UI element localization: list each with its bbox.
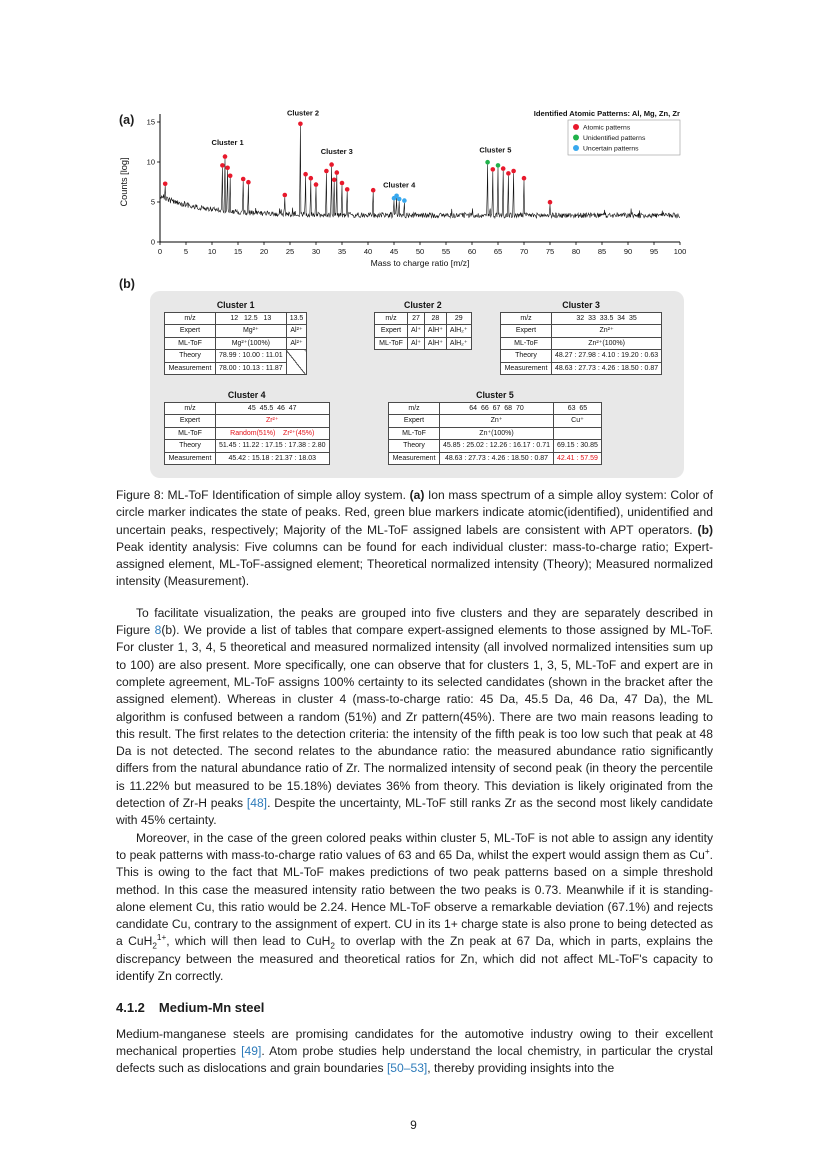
table-cell: 12 12.5 13 — [216, 313, 287, 325]
table-cell: 78.00 : 10.13 : 11.87 — [216, 362, 287, 374]
cluster1-table — [164, 300, 307, 375]
section-heading — [116, 999, 713, 1016]
table-row — [165, 427, 330, 439]
cluster-table-grid — [164, 312, 307, 375]
cluster3-table — [500, 300, 662, 375]
cluster-table-grid — [374, 312, 472, 350]
cluster-table-title: Cluster 4 — [227, 390, 266, 400]
x-tick-label: 55 — [441, 247, 451, 256]
row-label: Measurement — [165, 362, 216, 374]
red-peak-marker-icon — [246, 180, 251, 185]
y-tick-label: 5 — [150, 197, 155, 207]
row-label: Measurement — [389, 452, 440, 464]
table-cell: 28 — [424, 313, 446, 325]
red-peak-marker-icon — [506, 171, 511, 176]
row-label: Expert — [165, 325, 216, 337]
cluster-table-title: Cluster 2 — [403, 300, 442, 310]
table-row — [165, 403, 330, 415]
table-cell: 48.63 : 27.73 : 4.26 : 18.50 : 0.87 — [552, 362, 662, 374]
text-segment: (b) — [697, 522, 713, 537]
cluster-label: Cluster 1 — [211, 138, 244, 148]
x-tick-label: 20 — [259, 247, 269, 256]
table-cell: 45.85 : 25.02 : 12.26 : 16.17 : 0.71 — [440, 440, 554, 452]
text-segment: Medium-manganese steels are promising candidates for the automotive industry owing to their excellent mechanical properties — [116, 1026, 713, 1058]
row-label: Measurement — [501, 362, 552, 374]
x-tick-label: 100 — [673, 247, 686, 256]
row-label: Expert — [389, 415, 440, 427]
text-segment: (a) — [409, 488, 425, 502]
red-peak-marker-icon — [225, 166, 230, 171]
red-peak-marker-icon — [298, 122, 303, 127]
table-cell: 32 33 33.5 34 35 — [552, 313, 662, 325]
red-peak-marker-icon — [548, 200, 553, 205]
legend-entry-label: Atomic patterns — [583, 124, 631, 132]
mass-spectrum-figure — [116, 106, 686, 278]
table-cell: 29 — [446, 313, 471, 325]
red-peak-marker-icon — [309, 176, 314, 181]
text-segment: . Despite the uncertainty, ML-ToF still ranks Zr as the second most likely candidate with 45% certainty. — [116, 796, 713, 828]
citation-link[interactable]: [50–53] — [386, 1061, 428, 1076]
table-cell: 78.99 : 10.00 : 11.01 — [216, 350, 287, 362]
red-peak-marker-icon — [228, 174, 233, 179]
cluster-table-title: Cluster 3 — [562, 300, 600, 310]
table-row — [375, 337, 472, 349]
section-number: 4.1.2 — [116, 1000, 145, 1016]
x-tick-label: 75 — [545, 247, 555, 256]
text-segment: . This is owing to the fact that ML-ToF makes predictions of two peak patterns based on a simple threshold method. In this case the measured intensity ratio between the two peaks is 0.73. Meanwhile if it is standing-alone element Cu, this ratio would be 2.24. Hence ML-ToF observe a remarkable deviation (67.1%) and rejects candidate Cu, contrary to the assignment of expert. CU in its 1+ charge state is also prone to being detected as a CuH — [116, 847, 713, 949]
table-row — [165, 362, 307, 374]
red-peak-marker-icon — [340, 181, 345, 186]
legend-dot-icon — [573, 124, 579, 130]
row-label: Expert — [165, 415, 216, 427]
row-label: Theory — [389, 440, 440, 452]
text-segment: Ion mass spectrum of a simple alloy system: Color of circle marker indicates the state of peaks. Red, green blue markers indicate atomic(identified), unidentified and uncertain peaks, respectively; Majority of the ML-ToF assigned labels are consistent with APT operators. — [116, 488, 714, 537]
red-peak-marker-icon — [163, 182, 168, 187]
table-cell: 63 65 — [554, 403, 602, 415]
table-cell: Al⁺ — [408, 337, 425, 349]
green-peak-marker-icon — [485, 160, 490, 165]
table-cell — [554, 427, 602, 439]
text-segment: Figure 8: ML-ToF Identification of simple alloy system. — [116, 488, 410, 502]
x-tick-label: 10 — [207, 247, 217, 256]
red-peak-marker-icon — [303, 172, 308, 177]
text-segment: (b). We provide a list of tables that compare expert-assigned elements to those assigned by ML-ToF. For cluster 1, 3, 4, 5 theoretical and measured normalized intensity (all involved normalized intensities sum up to 100) are also present. More specifically, one can observe that for clusters 1, 3, 5, ML-ToF and expert are in complete agreement, ML-ToF assigns 100% certainty to its selected candidates (shown in the bracket after the assigned element). Whereas in cluster 4 (mass-to-charge ratio: 45 Da, 45.5 Da, 46 Da, 47 Da), the ML algorithm is confused between a random (51%) and Zr pattern(45%). There are two main reasons leading to this result. The first relates to the detection criteria: the intensity of the fifth peak is too low such that peak at 48 Da is not detected. The second relates to the abundance ratio: the measured abundance ratio significantly differs from the natural abundance ratio of Zr. The normalized intensity of second peak (in theory the percentile is 11.22% but measured to be 15.18%) deviates 36% from theory. This deviation is likely originated from the detection of Zr-H peaks — [116, 623, 713, 811]
row-label: Expert — [501, 325, 552, 337]
row-label: Theory — [165, 350, 216, 362]
table-row — [165, 313, 307, 325]
text-segment: 2 — [152, 941, 157, 951]
y-axis-label: Counts [log] — [119, 157, 129, 207]
x-tick-label: 60 — [467, 247, 477, 256]
table-cell: 64 66 67 68 70 — [440, 403, 554, 415]
cluster-label: Cluster 4 — [383, 180, 416, 190]
text-segment: , thereby providing insights into the — [427, 1061, 615, 1076]
figure-caption — [116, 487, 713, 591]
table-row — [501, 325, 662, 337]
text-segment: to overlap with the Zn peak at 67 Da, which in parts, explains the discrepancy between the measured and theoretical ratios for Zn, which did not affect ML-ToF's capacity to identify Zn correctly. — [116, 934, 713, 984]
table-cell: Al²⁺ — [286, 325, 307, 337]
x-tick-label: 95 — [649, 247, 659, 256]
x-tick-label: 90 — [623, 247, 633, 256]
table-cell: 69.15 : 30.85 — [554, 440, 602, 452]
cluster-table-grid — [500, 312, 662, 375]
citation-link[interactable]: [49] — [241, 1043, 262, 1058]
panel-b-label: (b) — [119, 277, 135, 291]
citation-link[interactable]: [48] — [246, 796, 268, 811]
x-tick-label: 40 — [363, 247, 373, 256]
cluster-table-grid — [164, 402, 330, 465]
red-peak-marker-icon — [324, 169, 329, 174]
table-cell: Random(51%) Zr²⁺(45%) — [216, 427, 330, 439]
text-segment: Moreover, in the case of the green colored peaks within cluster 5, ML-ToF is not able to assign any identity to peak patterns with mass-to-charge ratio values of 63 and 65 Da, whilst the expert would assign them as Cu — [116, 830, 713, 862]
table-cell: 45 45.5 46 47 — [216, 403, 330, 415]
row-label: Theory — [165, 440, 216, 452]
x-tick-label: 5 — [183, 247, 189, 256]
text-column — [116, 487, 713, 1078]
row-label: m/z — [165, 403, 216, 415]
x-tick-label: 80 — [571, 247, 581, 256]
x-tick-label: 65 — [493, 247, 503, 256]
table-cell: Mg²⁺(100%) — [216, 337, 287, 349]
cluster-table-title: Cluster 5 — [476, 390, 514, 400]
legend-title: Identified Atomic Patterns: Al, Mg, Zn, Zr — [533, 109, 680, 118]
table-cell: 27 — [408, 313, 425, 325]
blue-peak-marker-icon — [397, 197, 402, 202]
table-row — [165, 452, 330, 464]
text-segment: Peak identity analysis: Five columns can be found for each individual cluster: mass-to-charge ratio; Expert-assigned element, ML-ToF-assigned element; Theoretical normalized intensity (Theory); Measured normalized intensity (Measurement). — [116, 539, 713, 589]
y-tick-label: 15 — [146, 117, 155, 127]
red-peak-marker-icon — [314, 182, 319, 187]
text-segment: , which will then lead to CuH — [166, 934, 331, 949]
table-row — [389, 452, 602, 464]
cluster-table-grid — [388, 402, 602, 465]
red-peak-marker-icon — [329, 162, 334, 167]
cluster-tables-panel — [150, 291, 684, 478]
x-tick-label: 35 — [337, 247, 347, 256]
cluster4-table — [164, 390, 330, 465]
row-label: m/z — [501, 313, 552, 325]
blue-peak-marker-icon — [402, 198, 407, 203]
table-cell: Al²⁺ — [286, 337, 307, 349]
row-label: ML-ToF — [165, 337, 216, 349]
table-cell: 48.63 : 27.73 : 4.26 : 18.50 : 0.87 — [440, 452, 554, 464]
red-peak-marker-icon — [345, 187, 350, 192]
red-peak-marker-icon — [522, 176, 527, 181]
table-row — [389, 427, 602, 439]
table-row — [165, 337, 307, 349]
table-cell: 45.42 : 15.18 : 21.37 : 18.03 — [216, 452, 330, 464]
red-peak-marker-icon — [241, 177, 246, 182]
table-cell: Zn⁺ — [440, 415, 554, 427]
red-peak-marker-icon — [335, 170, 340, 175]
table-cell: Mg²⁺ — [216, 325, 287, 337]
legend-dot-icon — [573, 135, 579, 141]
red-peak-marker-icon — [223, 154, 228, 159]
table-row — [501, 313, 662, 325]
mass-spectrum-chart — [116, 106, 686, 278]
table-row — [375, 313, 472, 325]
table-row — [501, 362, 662, 374]
x-tick-label: 15 — [233, 247, 243, 256]
table-cell: 13.5 — [286, 313, 307, 325]
row-label: ML-ToF — [501, 337, 552, 349]
green-peak-marker-icon — [496, 163, 501, 168]
table-cell: Zn⁺(100%) — [440, 427, 554, 439]
row-label: Measurement — [165, 452, 216, 464]
x-tick-label: 30 — [311, 247, 321, 256]
y-tick-label: 10 — [146, 157, 155, 167]
cluster2-table — [374, 300, 472, 350]
cluster-label: Cluster 3 — [320, 147, 353, 156]
body-paragraph-2 — [116, 830, 713, 986]
table-cell: 48.27 : 27.98 : 4.10 : 19.20 : 0.63 — [552, 350, 662, 362]
cluster5-table — [388, 390, 602, 465]
legend-dot-icon — [573, 145, 579, 151]
table-row — [375, 325, 472, 337]
x-tick-label: 45 — [389, 247, 399, 256]
red-peak-marker-icon — [491, 167, 496, 172]
table-cell: 51.45 : 11.22 : 17.15 : 17.38 : 2.80 — [216, 440, 330, 452]
row-label: m/z — [165, 313, 216, 325]
red-peak-marker-icon — [283, 193, 288, 198]
body-paragraph-3 — [116, 1026, 713, 1078]
y-tick-label: 0 — [150, 237, 155, 247]
red-peak-marker-icon — [220, 163, 225, 168]
table-cell — [286, 350, 307, 375]
table-cell: AlH₂⁺ — [446, 337, 471, 349]
text-segment: . Atom probe studies help understand the local chemistry, in particular the crystal defects such as dislocations and grain boundaries — [116, 1043, 713, 1076]
red-peak-marker-icon — [511, 169, 516, 174]
table-cell: AlH⁺ — [424, 325, 446, 337]
red-peak-marker-icon — [371, 188, 376, 193]
row-label: m/z — [375, 313, 408, 325]
table-row — [389, 440, 602, 452]
table-row — [165, 350, 307, 362]
table-row — [501, 337, 662, 349]
x-tick-label: 50 — [415, 247, 425, 256]
table-cell: Zn²⁺(100%) — [552, 337, 662, 349]
row-label: ML-ToF — [389, 427, 440, 439]
cluster-label: Cluster 2 — [286, 108, 320, 118]
table-cell: Cu⁺ — [554, 415, 602, 427]
x-tick-label: 70 — [519, 247, 529, 256]
table-row — [501, 350, 662, 362]
section-title: Medium-Mn steel — [158, 1000, 265, 1016]
x-axis-label: Mass to charge ratio [m/z] — [370, 258, 470, 268]
x-tick-label: 0 — [157, 247, 163, 256]
text-segment: To facilitate visualization, the peaks are grouped into five clusters and they are separately described in Figure — [116, 605, 713, 638]
legend-entry-label: Unidentified patterns — [583, 134, 646, 142]
cluster-table-title: Cluster 1 — [216, 300, 255, 310]
x-tick-label: 85 — [597, 247, 607, 256]
cluster-label: Cluster 5 — [479, 145, 512, 155]
row-label: m/z — [389, 403, 440, 415]
table-cell: Al⁺ — [408, 325, 425, 337]
row-label: ML-ToF — [165, 427, 216, 439]
red-peak-marker-icon — [501, 166, 506, 171]
legend-entry-label: Uncertain patterns — [583, 145, 639, 153]
x-tick-label: 25 — [285, 247, 295, 256]
text-segment: 1+ — [156, 933, 167, 943]
row-label: ML-ToF — [375, 337, 408, 349]
text-segment: 2 — [330, 941, 335, 951]
table-cell: AlH₂⁺ — [446, 325, 471, 337]
row-label: Expert — [375, 325, 408, 337]
table-row — [165, 440, 330, 452]
table-row — [389, 403, 602, 415]
figure-ref-link[interactable]: 8 — [154, 623, 162, 638]
table-cell: Zn²⁺ — [552, 325, 662, 337]
table-row — [165, 415, 330, 427]
row-label: Theory — [501, 350, 552, 362]
text-segment: + — [704, 846, 710, 856]
table-row — [165, 325, 307, 337]
body-paragraph-1 — [116, 605, 713, 830]
table-cell: 42.41 : 57.59 — [554, 452, 602, 464]
table-cell: AlH⁺ — [424, 337, 446, 349]
panel-a-label: (a) — [119, 113, 135, 127]
table-row — [389, 415, 602, 427]
table-cell: Zr²⁺ — [216, 415, 330, 427]
red-peak-marker-icon — [332, 178, 337, 183]
page-number: 9 — [410, 1118, 417, 1132]
